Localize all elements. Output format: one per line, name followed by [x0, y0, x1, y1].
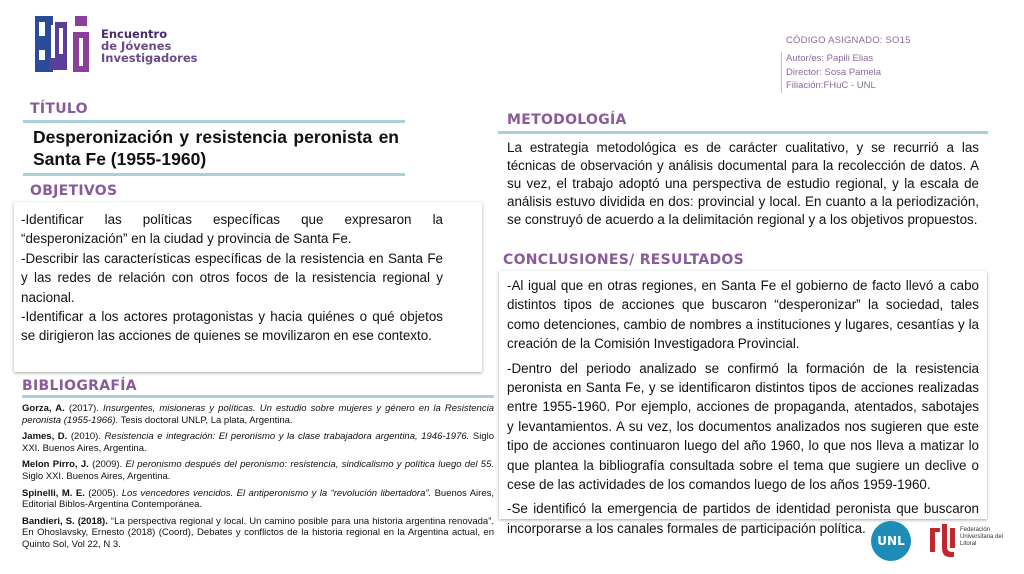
author-info	[781, 52, 881, 93]
titulo-heading: TÍTULO	[30, 101, 88, 117]
conclusiones-heading: CONCLUSIONES/ RESULTADOS	[503, 252, 745, 268]
conclusiones-text	[507, 276, 979, 538]
objetivo-item: -Identificar las políticas específicas que expresaron la “desperonización” en la ciudad y provincia de Santa Fe.	[21, 212, 443, 247]
objetivo-item: -Describir las características específicas de la resistencia en Santa Fe y las redes de relación con otros focos de la resistencia regional y nacional.	[21, 250, 443, 305]
objetivo-item: -Identificar a los actores protagonistas y hacia quiénes o qué objetos se dirigieron las acciones de quienes se movilizaron en ese contexto.	[21, 309, 443, 344]
unl-logo: UNL	[871, 521, 911, 561]
metodologia-rule	[498, 131, 988, 134]
bibliography-entry: James, D. (2010). Resistencia e integración: El peronismo y la clase trabajadora argentina, 1946-1976. Siglo XXI. Buenos Aires, Argentina.	[22, 431, 494, 454]
conclusion-paragraph: -Dentro del periodo analizado se confirmó la formación de la resistencia peronista en Santa Fe, y se identificaron distintos tipos de acciones realizadas entre 1955-1960. Por ejemplo, acciones de propaganda, atentados, sabotajes y levantamientos. A su vez, los documentos analizados nos sugieren que este tipo de acciones continuaron luego del año 1960, lo que nos lleva a matizar lo que plantea la bibliografía consultada sobre el tema que sugiere un declive o cese de las actividades de los comandos luego de los años 1959-1960.	[507, 360, 979, 493]
bibliography-entry: Gorza, A. (2017). Insurgentes, misioneras y políticas. Un estudio sobre mujeres y género en la Resistencia peronista (1955-1966). Tesis doctoral UNLP, La plata, Argentina.	[22, 403, 494, 426]
authors: Autor/es: Papili Elias	[786, 53, 874, 64]
bibliografia-heading: BIBLIOGRAFÍA	[22, 378, 137, 394]
bibliografia-rule	[22, 395, 494, 398]
logo-wordmark	[101, 28, 198, 64]
fuul-name: Federación Universitaria del Litoral	[960, 527, 1004, 547]
metodologia-text: La estrategia metodológica es de carácter cualitativo, y se recurrió a las técnicas de observación y análisis documental para la recolección de datos. A su vez, el trabajo adoptó una perspectiva de estudio regional, y la escala de análisis estuvo dividida en dos: provincial y local. En cuanto a la periodización, se construyó de acuerdo a la delimitación regional y a los objetivos propuestos.	[507, 140, 979, 227]
objetivos-list	[21, 210, 443, 346]
objetivos-heading: OBJETIVOS	[30, 183, 118, 199]
fuul-emblem-icon	[926, 522, 958, 560]
event-logo	[33, 14, 203, 76]
eji-logo-mark-icon	[33, 14, 95, 74]
director: Director: Sosa Pamela	[786, 66, 882, 78]
metodologia-heading: METODOLOGÍA	[507, 112, 627, 128]
conclusion-paragraph: -Se identificó la emergencia de partidos de identidad peronista que buscaron incorporarse a los canales formales de participación política.	[507, 501, 979, 536]
logo-line-2: de Jóvenes	[101, 39, 172, 53]
fuul-logo	[926, 520, 1006, 562]
logo-line-1: Encuentro	[101, 27, 168, 41]
logo-line-3: Investigadores	[101, 51, 198, 65]
titulo-bottom-rule	[23, 173, 405, 176]
poster-title: Desperonización y resistencia peronista en Santa Fe (1955-1960)	[33, 127, 399, 169]
bibliography-entry: Spinelli, M. E. (2005). Los vencedores vencidos. El antiperonismo y la “revolución libertadora”. Buenos Aires, Editorial Biblos-Argentina Contemporánea.	[22, 487, 494, 511]
affiliation: Filiación:FHuC - UNL	[786, 80, 876, 91]
titulo-rule	[23, 120, 405, 123]
bibliography-list	[22, 403, 494, 556]
bibliography-entry: Melon Pirro, J. (2009). El peronismo después del peronismo: resistencia, sindicalismo y política luego del 55. Siglo XXI. Buenos Aires, Argentina.	[22, 459, 494, 482]
conclusion-paragraph: -Al igual que en otras regiones, en Santa Fe el gobierno de facto llevó a cabo distintos tipos de acciones que buscaron “desperonizar” la sociedad, tales como detenciones, cambio de nombres a instituciones y lugares, cesantías y la creación de la Comisión Investigadora Provincial.	[507, 278, 979, 352]
assigned-code: CÓDIGO ASIGNADO: SO15	[786, 35, 911, 46]
bibliography-entry: Bandieri, S. (2018). “La perspectiva regional y local. Un camino posible para una historia argentina renovada”. En Ohoslavsky, Ernesto (2018) (Coord), Debates y conflictos de la historia regional en la Argentina actual, en Quinto Sol, Vol 22, N 3.	[22, 515, 495, 550]
